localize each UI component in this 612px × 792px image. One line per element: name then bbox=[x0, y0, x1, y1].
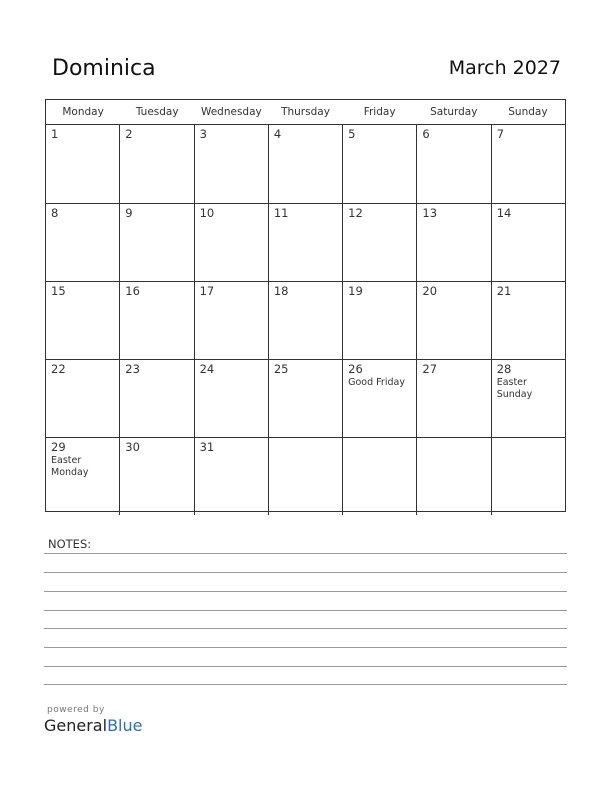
day-cell bbox=[194, 360, 268, 437]
notes-line bbox=[44, 572, 567, 573]
day-number: 16 bbox=[125, 284, 140, 298]
day-cell bbox=[119, 360, 193, 437]
day-cell bbox=[342, 125, 416, 203]
day-cell bbox=[268, 282, 342, 359]
day-cell bbox=[119, 282, 193, 359]
weekday-monday: Monday bbox=[62, 106, 104, 118]
country-title: Dominica bbox=[52, 56, 156, 81]
day-number: 29 bbox=[51, 440, 66, 454]
day-cell bbox=[342, 360, 416, 437]
day-number: 10 bbox=[199, 206, 215, 220]
day-cell bbox=[119, 438, 193, 515]
notes-line bbox=[44, 610, 567, 611]
day-cell bbox=[342, 282, 416, 359]
day-number: 3 bbox=[199, 127, 207, 141]
powered-by-text: powered by bbox=[47, 705, 105, 715]
weekday-tuesday: Tuesday bbox=[135, 106, 179, 118]
day-cell bbox=[416, 204, 490, 281]
day-cell bbox=[194, 438, 268, 515]
day-cell bbox=[416, 438, 490, 515]
day-cell bbox=[416, 360, 490, 437]
day-cell bbox=[268, 204, 342, 281]
day-number: 19 bbox=[348, 284, 363, 298]
calendar-weeks bbox=[46, 125, 565, 515]
holiday-label: Easter Monday bbox=[51, 455, 89, 478]
day-number: 28 bbox=[496, 362, 512, 376]
week-row bbox=[46, 203, 565, 281]
day-number: 12 bbox=[348, 206, 363, 220]
notes-line bbox=[44, 647, 567, 648]
day-number: 15 bbox=[51, 284, 66, 298]
day-cell bbox=[491, 125, 565, 203]
day-cell bbox=[46, 125, 119, 203]
day-number: 14 bbox=[496, 206, 512, 220]
week-row bbox=[46, 437, 565, 515]
day-cell bbox=[268, 360, 342, 437]
notes-line bbox=[44, 628, 567, 629]
holiday-label: Good Friday bbox=[348, 377, 405, 388]
day-cell bbox=[46, 282, 119, 359]
day-number: 8 bbox=[51, 206, 59, 220]
weekday-wednesday: Wednesday bbox=[200, 106, 262, 118]
day-cell bbox=[268, 125, 342, 203]
day-number: 20 bbox=[422, 284, 438, 298]
month-year-title: March 2027 bbox=[448, 57, 561, 79]
day-number: 27 bbox=[422, 362, 438, 376]
day-cell bbox=[491, 438, 565, 515]
day-number: 5 bbox=[348, 127, 356, 141]
day-cell bbox=[46, 438, 119, 515]
day-number: 17 bbox=[199, 284, 215, 298]
brand-general: General bbox=[44, 716, 108, 735]
day-cell bbox=[416, 125, 490, 203]
week-row bbox=[46, 281, 565, 359]
day-number: 24 bbox=[199, 362, 215, 376]
day-cell bbox=[119, 204, 193, 281]
weekday-saturday: Saturday bbox=[430, 106, 478, 118]
day-number: 31 bbox=[199, 440, 215, 454]
notes-line bbox=[44, 684, 567, 685]
day-number: 26 bbox=[348, 362, 363, 376]
brand-blue: Blue bbox=[107, 716, 143, 735]
weekday-header-row bbox=[46, 100, 565, 125]
day-cell bbox=[491, 360, 565, 437]
day-cell bbox=[194, 125, 268, 203]
weekday-friday: Friday bbox=[363, 106, 396, 118]
day-number: 13 bbox=[422, 206, 438, 220]
holiday-label: Easter Sunday bbox=[496, 377, 533, 400]
notes-line bbox=[44, 553, 567, 554]
day-number: 7 bbox=[496, 127, 505, 141]
day-number: 2 bbox=[125, 127, 133, 141]
day-cell bbox=[46, 360, 119, 437]
day-number: 18 bbox=[273, 284, 289, 298]
day-cell bbox=[194, 204, 268, 281]
weekday-sunday: Sunday bbox=[508, 106, 548, 118]
day-number: 1 bbox=[51, 127, 59, 141]
day-number: 23 bbox=[125, 362, 140, 376]
day-cell bbox=[46, 204, 119, 281]
day-cell bbox=[491, 282, 565, 359]
brand-name bbox=[44, 716, 142, 735]
day-cell bbox=[342, 438, 416, 515]
day-number: 30 bbox=[125, 440, 140, 454]
week-row bbox=[46, 359, 565, 437]
day-cell bbox=[194, 282, 268, 359]
notes-label: NOTES: bbox=[48, 537, 92, 551]
brand-logo bbox=[44, 705, 142, 735]
notes-line bbox=[44, 666, 567, 667]
day-number: 6 bbox=[422, 127, 430, 141]
day-number: 4 bbox=[273, 127, 282, 141]
calendar-grid bbox=[45, 99, 566, 512]
day-cell bbox=[491, 204, 565, 281]
week-row bbox=[46, 125, 565, 203]
day-cell bbox=[342, 204, 416, 281]
day-cell bbox=[119, 125, 193, 203]
day-number: 22 bbox=[51, 362, 66, 376]
weekday-thursday: Thursday bbox=[281, 106, 330, 118]
day-number: 9 bbox=[125, 206, 133, 220]
day-cell bbox=[416, 282, 490, 359]
day-cell bbox=[268, 438, 342, 515]
day-number: 25 bbox=[273, 362, 289, 376]
notes-line bbox=[44, 591, 567, 592]
day-number: 21 bbox=[496, 284, 512, 298]
day-number: 11 bbox=[273, 206, 289, 220]
